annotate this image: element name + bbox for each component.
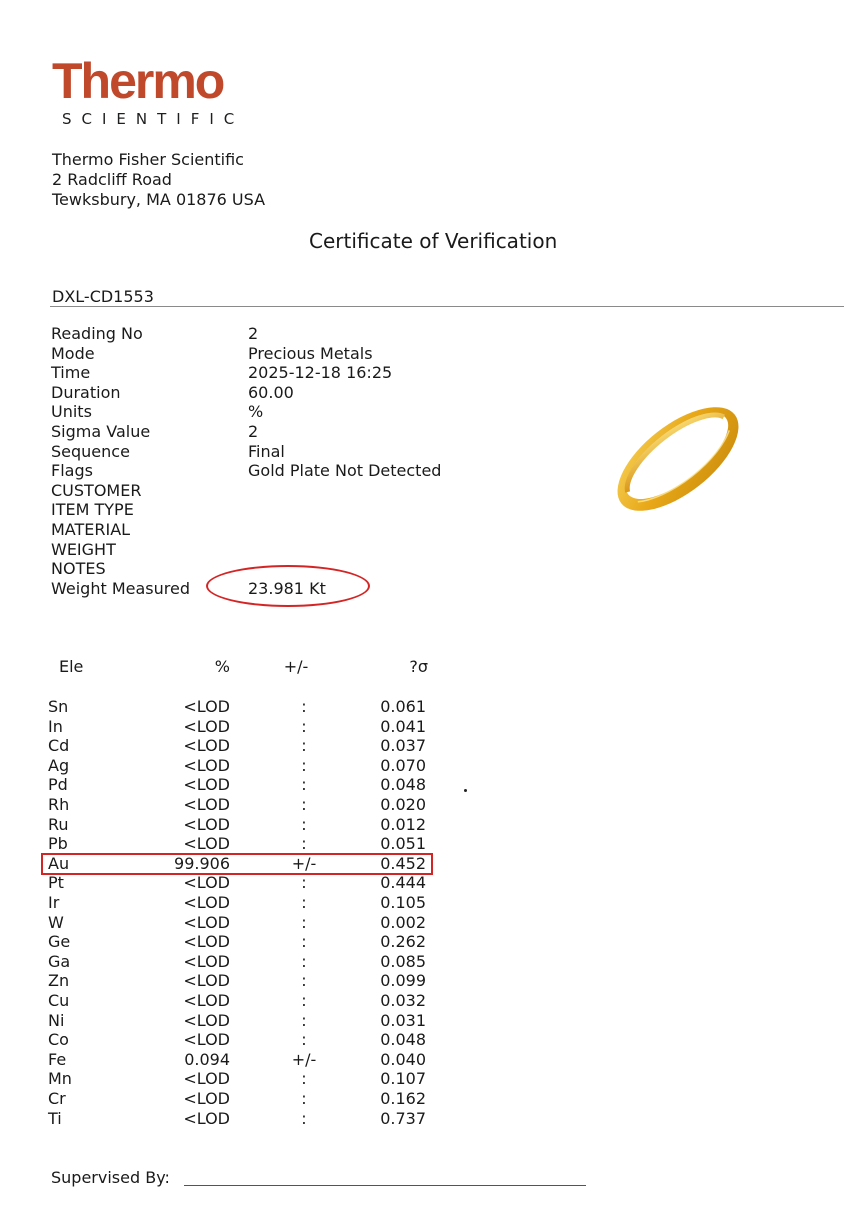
info-value: 60.00 xyxy=(248,382,294,402)
au-row-highlight xyxy=(41,853,433,875)
info-value: 2 xyxy=(248,421,259,441)
table-row xyxy=(0,717,440,737)
element-symbol: Co xyxy=(48,1030,69,1050)
table-row xyxy=(0,815,440,835)
element-plus-minus: : xyxy=(301,932,307,952)
element-symbol: In xyxy=(48,716,63,736)
info-label: Units xyxy=(51,402,92,422)
element-percent: <LOD xyxy=(183,873,230,893)
info-value: 23.981 Kt xyxy=(248,578,326,598)
element-plus-minus: +/- xyxy=(291,1049,317,1069)
element-symbol: Pt xyxy=(48,873,64,893)
element-sigma: 0.041 xyxy=(380,716,426,736)
element-plus-minus: : xyxy=(301,834,307,854)
table-row xyxy=(0,834,440,854)
element-sigma: 0.162 xyxy=(380,1089,426,1108)
address-line: Tewksbury, MA 01876 USA xyxy=(52,190,266,209)
table-row xyxy=(0,1089,440,1109)
element-plus-minus: : xyxy=(301,893,307,912)
info-label: ITEM TYPE xyxy=(51,500,134,520)
element-sigma: 0.048 xyxy=(380,1030,426,1050)
element-plus-minus: : xyxy=(301,1030,307,1050)
info-label: MATERIAL xyxy=(51,519,131,539)
element-percent: <LOD xyxy=(183,1089,230,1108)
element-sigma: 0.085 xyxy=(380,951,426,971)
element-symbol: Fe xyxy=(48,1049,67,1069)
element-plus-minus: : xyxy=(301,755,307,775)
element-percent: <LOD xyxy=(183,951,230,971)
table-row xyxy=(0,913,440,933)
table-row xyxy=(0,952,440,972)
element-symbol: Pb xyxy=(48,834,68,854)
info-label: Sigma Value xyxy=(51,421,151,441)
element-sigma: 0.444 xyxy=(380,873,426,893)
element-percent: <LOD xyxy=(183,1030,230,1050)
logo-main-text: Thermo xyxy=(52,53,224,109)
info-value: Precious Metals xyxy=(248,343,373,363)
table-row xyxy=(0,795,440,815)
element-plus-minus: : xyxy=(301,736,307,756)
info-label: CUSTOMER xyxy=(51,480,142,500)
document-id: DXL-CD1553 xyxy=(52,287,154,306)
element-sigma: 0.040 xyxy=(380,1049,426,1069)
info-label: Reading No xyxy=(51,324,143,343)
element-symbol: Ru xyxy=(48,814,69,834)
element-sigma: 0.070 xyxy=(380,755,426,775)
table-row xyxy=(0,873,440,893)
element-symbol: Cd xyxy=(48,736,70,756)
address-line: 2 Radcliff Road xyxy=(52,170,172,189)
element-percent: 99.906 xyxy=(174,853,230,873)
weight-highlight-oval xyxy=(206,565,370,607)
header-ele: Ele xyxy=(59,657,84,676)
certificate-title: Certificate of Verification xyxy=(309,229,558,253)
info-value: 2 xyxy=(248,324,259,343)
element-plus-minus: : xyxy=(301,873,307,893)
stray-dot xyxy=(464,789,467,792)
element-plus-minus: : xyxy=(301,991,307,1010)
element-sigma: 0.061 xyxy=(380,697,426,716)
address-line: Thermo Fisher Scientific xyxy=(52,150,244,169)
table-row xyxy=(0,932,440,952)
header-divider xyxy=(50,306,844,307)
element-symbol: Ga xyxy=(48,951,71,971)
element-sigma: 0.020 xyxy=(380,795,426,814)
element-percent: <LOD xyxy=(183,697,230,716)
element-percent: <LOD xyxy=(183,795,230,814)
element-plus-minus: +/- xyxy=(291,853,317,873)
info-label: NOTES xyxy=(51,559,106,579)
element-sigma: 0.002 xyxy=(380,912,426,932)
table-row xyxy=(0,1069,440,1089)
element-sigma: 0.105 xyxy=(380,893,426,912)
element-percent: 0.094 xyxy=(184,1049,230,1069)
element-percent: <LOD xyxy=(183,1108,230,1128)
element-plus-minus: : xyxy=(301,716,307,736)
element-symbol: Ir xyxy=(48,893,60,912)
element-plus-minus: : xyxy=(301,912,307,932)
element-plus-minus: : xyxy=(301,795,307,814)
element-symbol: Cr xyxy=(48,1089,66,1108)
element-symbol: Ti xyxy=(48,1108,62,1128)
element-plus-minus: : xyxy=(301,1089,307,1108)
element-plus-minus: : xyxy=(301,775,307,795)
info-label: Time xyxy=(51,363,91,383)
element-plus-minus: : xyxy=(301,1069,307,1089)
element-percent: <LOD xyxy=(183,971,230,991)
info-label: Duration xyxy=(51,382,121,402)
element-symbol: Au xyxy=(48,853,70,873)
element-plus-minus: : xyxy=(301,971,307,991)
element-symbol: Zn xyxy=(48,971,70,991)
table-row xyxy=(0,1050,440,1070)
table-row xyxy=(0,1011,440,1031)
table-row xyxy=(0,775,440,795)
element-sigma: 0.012 xyxy=(380,814,426,834)
table-row xyxy=(0,893,440,913)
element-symbol: Ag xyxy=(48,755,70,775)
element-symbol: Cu xyxy=(48,991,70,1010)
signature-line xyxy=(184,1185,586,1186)
element-symbol: Sn xyxy=(48,697,69,716)
element-plus-minus: : xyxy=(301,697,307,716)
element-sigma: 0.262 xyxy=(380,932,426,952)
element-percent: <LOD xyxy=(183,912,230,932)
element-percent: <LOD xyxy=(183,834,230,854)
info-label: Weight Measured xyxy=(51,578,190,598)
element-sigma: 0.107 xyxy=(380,1069,426,1089)
element-sigma: 0.099 xyxy=(380,971,426,991)
element-percent: <LOD xyxy=(183,991,230,1010)
info-label: Mode xyxy=(51,343,95,363)
element-sigma: 0.031 xyxy=(380,1010,426,1030)
element-plus-minus: : xyxy=(301,1108,307,1128)
table-row xyxy=(0,697,440,717)
table-row xyxy=(0,1030,440,1050)
table-row xyxy=(0,756,440,776)
header-plus-minus: +/- xyxy=(283,657,309,676)
table-row xyxy=(0,971,440,991)
gold-ring-icon xyxy=(604,398,752,524)
element-symbol: Rh xyxy=(48,795,70,814)
element-percent: <LOD xyxy=(183,755,230,775)
header-percent: % xyxy=(214,657,230,676)
element-percent: <LOD xyxy=(183,736,230,756)
element-plus-minus: : xyxy=(301,1010,307,1030)
thermo-scientific-logo xyxy=(52,53,245,128)
info-value: % xyxy=(248,402,264,422)
info-label: WEIGHT xyxy=(51,539,116,559)
element-symbol: Ge xyxy=(48,932,71,952)
element-plus-minus: : xyxy=(301,814,307,834)
element-percent: <LOD xyxy=(183,814,230,834)
element-symbol: Mn xyxy=(48,1069,72,1089)
element-percent: <LOD xyxy=(183,893,230,912)
element-symbol: Pd xyxy=(48,775,68,795)
info-value: Final xyxy=(248,441,285,461)
element-percent: <LOD xyxy=(183,775,230,795)
logo-sub-text: SCIENTIFIC xyxy=(62,110,245,128)
info-label: Sequence xyxy=(51,441,130,461)
element-sigma: 0.051 xyxy=(380,834,426,854)
element-symbol: Ni xyxy=(48,1010,65,1030)
info-label: Flags xyxy=(51,461,93,481)
table-row xyxy=(0,1109,440,1129)
element-sigma: 0.737 xyxy=(380,1108,426,1128)
element-plus-minus: : xyxy=(301,951,307,971)
element-sigma: 0.032 xyxy=(380,991,426,1010)
element-percent: <LOD xyxy=(183,716,230,736)
element-symbol: W xyxy=(48,912,64,932)
element-sigma: 0.037 xyxy=(380,736,426,756)
table-row xyxy=(0,736,440,756)
info-value: 2025-12-18 16:25 xyxy=(248,363,393,383)
element-percent: <LOD xyxy=(183,1069,230,1089)
supervised-label: Supervised By: xyxy=(51,1168,170,1187)
element-percent: <LOD xyxy=(183,932,230,952)
element-sigma: 0.452 xyxy=(380,853,426,873)
table-row xyxy=(0,991,440,1011)
info-value: Gold Plate Not Detected xyxy=(248,461,442,481)
element-percent: <LOD xyxy=(183,1010,230,1030)
header-sigma: ?σ xyxy=(409,657,428,676)
company-address xyxy=(52,150,265,210)
element-sigma: 0.048 xyxy=(380,775,426,795)
